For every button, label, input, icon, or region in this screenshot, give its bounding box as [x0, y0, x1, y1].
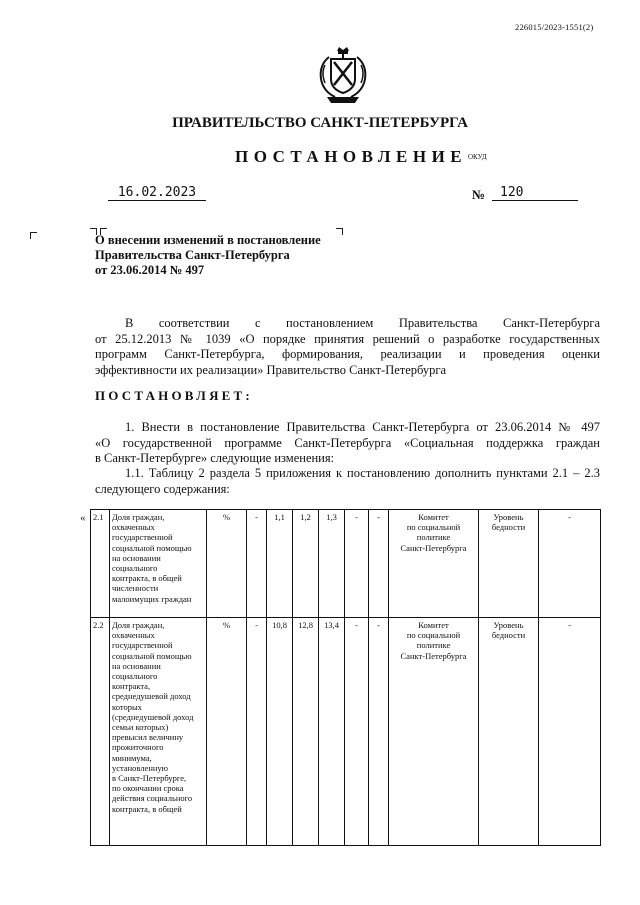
decree-number: 120 — [492, 185, 578, 201]
desc-line: на основании — [112, 552, 161, 563]
exec-line: политике — [416, 532, 451, 543]
row-number: 2.2 — [91, 618, 110, 846]
desc-line: контракта, — [112, 681, 151, 692]
desc-line: среднедушевой доход — [112, 691, 191, 702]
item-1-line: «О государственной программе Санкт-Петербурга «Социальная поддержка граждан — [95, 435, 600, 450]
desc-line: Доля граждан, — [112, 512, 165, 522]
desc-line: контракта, в общей — [112, 573, 182, 584]
number-sign: № — [472, 187, 486, 202]
base-cell: - — [247, 510, 267, 618]
desc-line: семьи которых) — [112, 722, 169, 733]
preamble-line: В соответствии с постановлением Правительства Санкт-Петербурга — [125, 316, 600, 330]
indicators-table — [90, 506, 601, 846]
note-cell: - — [539, 618, 601, 846]
exec-line: Комитет — [418, 512, 449, 522]
item-1-1-paragraph — [95, 466, 600, 497]
executor-cell — [389, 618, 479, 846]
decree-date: 16.02.2023 — [108, 185, 206, 201]
exec-line: Комитет — [418, 620, 449, 630]
desc-line: охваченных — [112, 630, 155, 641]
value-cell: 13,4 — [319, 618, 345, 846]
value-cell: 1,1 — [267, 510, 293, 618]
value-cell: - — [369, 510, 389, 618]
indicator-description — [110, 510, 207, 618]
desc-line: контракта, в общей — [112, 803, 182, 814]
table-row — [91, 618, 601, 846]
desc-line: (среднедушевой доход — [112, 711, 194, 722]
value-cell: 12,8 — [293, 618, 319, 846]
desc-line: численности — [112, 583, 159, 594]
government-title: ПРАВИТЕЛЬСТВО САНКТ-ПЕТЕРБУРГА — [172, 115, 468, 131]
unit-cell: % — [207, 618, 247, 846]
desc-line: малоимущих граждан — [112, 593, 192, 604]
item-1-line: 1. Внести в постановление Правительства Санкт-Петербурга от 23.06.2014 № 497 — [125, 420, 600, 434]
desc-line: социальной помощью — [112, 542, 192, 553]
desc-line: охваченных — [112, 522, 155, 533]
exec-line: Санкт-Петербурга — [400, 650, 467, 661]
executor-cell — [389, 510, 479, 618]
desc-line: которых — [112, 701, 142, 712]
preamble-line: программ Санкт-Петербурга, формирования, реализации и проведения оценки — [95, 347, 600, 361]
item-1-1-line: 1.1. Таблицу 2 раздела 5 приложения к постановлению дополнить пунктами 2.1 – 2.3 — [125, 466, 600, 480]
row-number: 2.1 — [91, 510, 110, 618]
item-1-1-line: следующего содержания: — [95, 481, 230, 496]
desc-line: социальной помощью — [112, 650, 192, 661]
okud-label: ОКУД — [468, 153, 487, 161]
quote-open-mark: « — [80, 512, 86, 524]
desc-line: по окончании срока — [112, 783, 184, 794]
document-id: 226015/2023-1551(2) — [515, 22, 594, 32]
item-1-line: в Санкт-Петербурге» следующие изменения: — [95, 451, 335, 465]
value-cell: 10,8 — [267, 618, 293, 846]
indicator-line: Уровень — [493, 620, 524, 630]
base-cell: - — [247, 618, 267, 846]
desc-line: Доля граждан, — [112, 620, 165, 630]
preamble-line: эффективности их реализации» Правительство Санкт-Петербурга — [95, 362, 447, 377]
desc-line: прожиточного — [112, 742, 164, 753]
coat-of-arms-icon — [315, 45, 371, 107]
value-cell: - — [345, 618, 369, 846]
preamble-line: от 25.12.2013 № 1039 «О порядке принятия решений о разработке государственных — [95, 331, 600, 346]
desc-line: минимума, — [112, 752, 152, 763]
indicator-cell — [479, 618, 539, 846]
exec-line: по социальной — [406, 630, 461, 641]
table-row — [91, 510, 601, 618]
decree-title — [95, 233, 355, 278]
title-line-3: от 23.06.2014 № 497 — [95, 263, 205, 277]
value-cell: - — [369, 618, 389, 846]
title-line-1: О внесении изменений в постановление — [95, 233, 321, 247]
indicator-line: бедности — [491, 522, 526, 533]
title-line-2: Правительства Санкт-Петербурга — [95, 248, 290, 262]
exec-line: Санкт-Петербурга — [400, 542, 467, 553]
document-type: ПОСТАНОВЛЕНИЕ — [235, 147, 468, 166]
resolves-heading: ПОСТАНОВЛЯЕТ: — [95, 388, 253, 403]
exec-line: по социальной — [406, 522, 461, 533]
desc-line: государственной — [112, 640, 173, 651]
preamble-paragraph — [95, 316, 600, 378]
desc-line: действия социального — [112, 793, 193, 804]
exec-line: политике — [416, 640, 451, 651]
indicator-line: Уровень — [493, 512, 524, 522]
note-cell: - — [539, 510, 601, 618]
desc-line: на основании — [112, 660, 161, 671]
indicator-description — [110, 618, 207, 846]
desc-line: превысил величину — [112, 732, 184, 743]
desc-line: в Санкт-Петербурге, — [112, 773, 187, 784]
unit-cell: % — [207, 510, 247, 618]
indicator-line: бедности — [491, 630, 526, 641]
desc-line: социального — [112, 671, 158, 682]
margin-bracket — [30, 232, 37, 239]
value-cell: 1,2 — [293, 510, 319, 618]
desc-line: государственной — [112, 532, 173, 543]
value-cell: - — [345, 510, 369, 618]
value-cell: 1,3 — [319, 510, 345, 618]
desc-line: социального — [112, 563, 158, 574]
indicator-cell — [479, 510, 539, 618]
desc-line: установленную — [112, 762, 169, 773]
item-1-paragraph — [95, 420, 600, 467]
